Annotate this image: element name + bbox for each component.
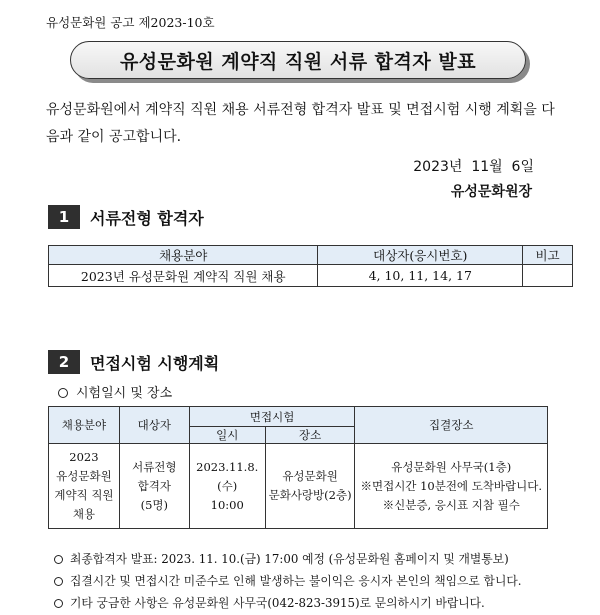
notes-list: [54, 548, 522, 614]
note-text: 최종합격자 발표: 2023. 11. 10.(금) 17:00 예정 (유성문화원 홈페이지 및 개별통보): [70, 552, 509, 566]
list-item: [54, 592, 522, 614]
header-datetime: 일시: [189, 427, 265, 444]
cell-line: 10:00: [210, 497, 244, 512]
header-applicants: 대상자(응시번호): [318, 246, 523, 265]
subheading-text: 시험일시 및 장소: [76, 386, 173, 401]
cell-line: ※신분증, 응시표 지참 필수: [382, 497, 520, 512]
header-remarks: 비고: [523, 246, 573, 265]
cell-line: 서류전형: [132, 459, 177, 474]
header-field: 채용분야: [49, 407, 120, 444]
cell-line: 2023: [69, 450, 99, 464]
notice-date: 2023년 11월 6일: [413, 159, 534, 175]
cell-field: 2023년 유성문화원 계약직 직원 채용: [49, 265, 318, 287]
intro-line: 음과 같이 공고합니다.: [46, 129, 182, 145]
header-gathering: 집결장소: [355, 407, 548, 444]
cell-line: (5명): [140, 497, 169, 512]
document-pass-table: [48, 245, 573, 287]
circle-bullet-icon: [54, 555, 63, 564]
header-interview: 면접시험: [189, 407, 355, 427]
cell-line: 계약직 직원: [54, 488, 114, 502]
section-number: 2: [48, 350, 80, 374]
cell-line: ※면접시간 10분전에 도착바랍니다.: [360, 478, 542, 493]
cell-line: 유성문화원: [282, 469, 338, 483]
cell-applicant-numbers: 4, 10, 11, 14, 17: [318, 265, 523, 287]
header-place: 장소: [265, 427, 355, 444]
cell-line: 유성문화원 사무국(1층): [391, 459, 512, 474]
signer: 유성문화원장: [450, 184, 532, 200]
cell-gathering: [355, 444, 548, 529]
section-2-heading: [48, 350, 219, 374]
section-number: 1: [48, 205, 80, 229]
intro-paragraph: [46, 97, 566, 151]
table-row: [49, 444, 548, 529]
section-1-heading: [48, 205, 204, 229]
circle-bullet-icon: [54, 577, 63, 586]
cell-line: 채용: [72, 507, 96, 521]
header-target: 대상자: [119, 407, 189, 444]
interview-schedule-table: [48, 406, 548, 529]
table-row: [49, 265, 573, 287]
notice-number: 유성문화원 공고 제2023-10호: [46, 15, 215, 30]
cell-line: 문화사랑방(2층): [268, 488, 352, 502]
title-banner: [70, 41, 526, 79]
list-item: [54, 570, 522, 592]
table-header-row: [49, 246, 573, 265]
note-text: 집결시간 및 면접시간 미준수로 인해 발생하는 불이익은 응시자 본인의 책임으로 합니다.: [70, 574, 522, 588]
section-title: 서류전형 합격자: [90, 208, 204, 228]
intro-line: 유성문화원에서 계약직 직원 채용 서류전형 합격자 발표 및 면접시험 시행 계획을 다: [46, 102, 555, 118]
page-title: 유성문화원 계약직 직원 서류 합격자 발표: [119, 50, 477, 73]
section-title: 면접시험 시행계획: [90, 353, 220, 373]
circle-bullet-icon: [54, 599, 63, 608]
cell-line: 2023.11.8.(수): [196, 459, 259, 493]
subheading: [58, 382, 172, 401]
list-item: [54, 548, 522, 570]
cell-line: 합격자: [137, 478, 171, 493]
cell-line: 유성문화원: [56, 469, 112, 483]
cell-place: [265, 444, 355, 529]
cell-target: [119, 444, 189, 529]
cell-remarks: [523, 265, 573, 287]
circle-bullet-icon: [58, 388, 68, 398]
cell-datetime: [189, 444, 265, 529]
cell-field: [49, 444, 120, 529]
header-field: 채용분야: [49, 246, 318, 265]
note-text: 기타 궁금한 사항은 유성문화원 사무국(042-823-3915)로 문의하시기 바랍니다.: [70, 596, 485, 610]
table-header-row: [49, 407, 548, 427]
